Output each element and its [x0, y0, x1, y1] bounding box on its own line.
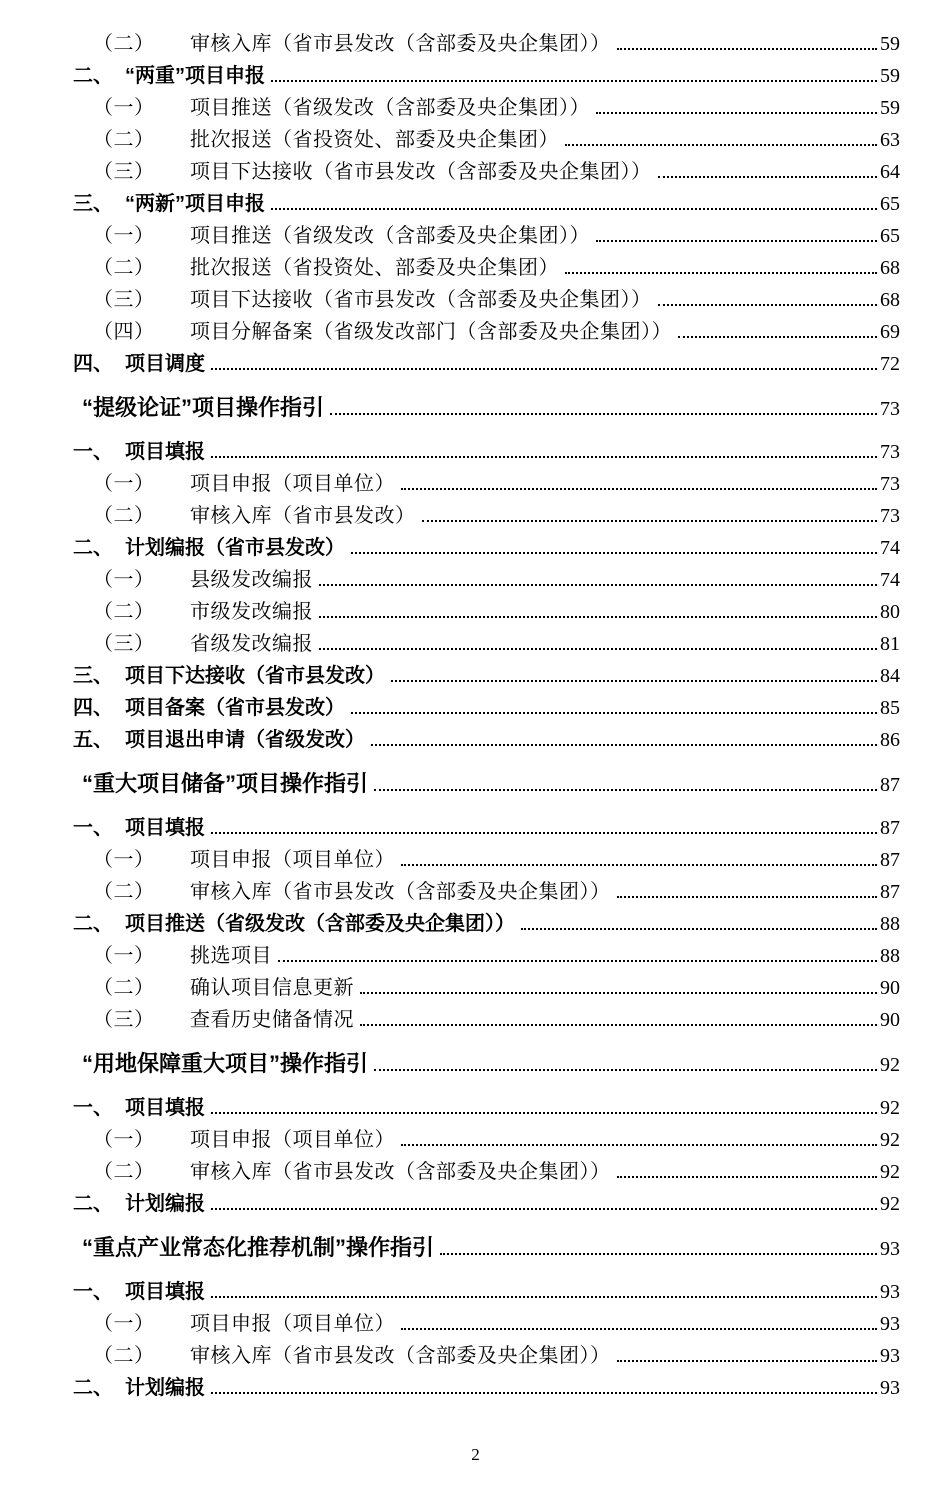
toc-entry[interactable]: [93, 27, 900, 59]
toc-entry-title: 项目推送（省级发改（含部委及央企集团））: [190, 97, 590, 119]
dot-leader: [617, 1175, 878, 1178]
toc-entry-number: （一）: [93, 1313, 155, 1335]
toc-entry-page: 86: [880, 729, 900, 751]
toc-entry-page: 74: [880, 569, 900, 591]
dot-leader: [211, 1207, 877, 1210]
toc-entry-number: （一）: [93, 569, 155, 591]
toc-entry[interactable]: [93, 499, 900, 531]
toc-entry-title: 项目填报: [125, 1097, 205, 1119]
toc-entry-number: （三）: [93, 161, 155, 183]
toc-entry-title: “两新”项目申报: [125, 193, 265, 215]
toc-entry-page: 59: [880, 65, 900, 87]
toc-entry-title: 审核入库（省市县发改（含部委及央企集团））: [190, 1345, 611, 1367]
toc-entry-page: 87: [880, 849, 900, 871]
dot-leader: [374, 788, 877, 791]
dot-leader: [617, 895, 878, 898]
toc-entry-number: 一、: [73, 1097, 113, 1119]
toc-entry-page: 93: [880, 1345, 900, 1367]
toc-entry-title: 项目下达接收（省市县发改（含部委及央企集团））: [190, 289, 652, 311]
toc-entry-title: 项目分解备案（省级发改部门（含部委及央企集团））: [190, 321, 672, 343]
dot-leader: [278, 959, 877, 962]
toc-entry[interactable]: [93, 939, 900, 971]
toc-entry-title: 项目申报（项目单位）: [190, 1313, 395, 1335]
toc-entry-number: （四）: [93, 321, 155, 343]
toc-entry-number: （一）: [93, 97, 155, 119]
toc-entry[interactable]: [73, 435, 900, 467]
dot-leader: [319, 583, 877, 586]
toc-entry-title: 县级发改编报: [190, 569, 313, 591]
dot-leader: [371, 743, 877, 746]
toc-entry-page: 73: [880, 473, 900, 495]
toc-entry-title: 项目填报: [125, 441, 205, 463]
toc-entry-page: 64: [880, 161, 900, 183]
toc-entry[interactable]: [93, 1003, 900, 1035]
dot-leader: [374, 1068, 877, 1071]
toc-entry[interactable]: [73, 347, 900, 379]
toc-entry-number: 二、: [73, 1377, 113, 1399]
toc-entry-title: 确认项目信息更新: [190, 977, 354, 999]
toc-entry[interactable]: [93, 251, 900, 283]
toc-entry[interactable]: [93, 1155, 900, 1187]
toc-entry-number: （二）: [93, 601, 155, 623]
dot-leader: [422, 519, 878, 522]
dot-leader: [360, 991, 877, 994]
dot-leader: [319, 647, 877, 650]
toc-entry[interactable]: [82, 1047, 900, 1079]
toc-entry-number: 三、: [73, 665, 113, 687]
dot-leader: [617, 1359, 878, 1362]
dot-leader: [617, 47, 878, 50]
dot-leader: [521, 927, 877, 930]
toc-entry-title: 市级发改编报: [190, 601, 313, 623]
toc-entry[interactable]: [73, 1091, 900, 1123]
toc-entry-number: （三）: [93, 289, 155, 311]
toc-entry-number: （一）: [93, 945, 155, 967]
toc-entry[interactable]: [73, 531, 900, 563]
toc-entry[interactable]: [93, 971, 900, 1003]
toc-entry-title: 项目推送（省级发改（含部委及央企集团））: [125, 913, 515, 935]
dot-leader: [211, 455, 877, 458]
toc-entry-number: （二）: [93, 977, 155, 999]
toc-entry-number: （三）: [93, 633, 155, 655]
toc-entry-page: 93: [880, 1238, 900, 1260]
toc-entry[interactable]: [93, 1339, 900, 1371]
dot-leader: [678, 335, 877, 338]
toc-entry-number: （一）: [93, 473, 155, 495]
toc-entry[interactable]: [82, 767, 900, 799]
toc-entry-title: 批次报送（省投资处、部委及央企集团）: [190, 129, 559, 151]
toc-entry-page: 92: [880, 1097, 900, 1119]
dot-leader: [211, 367, 877, 370]
toc-entry-number: 二、: [73, 537, 113, 559]
dot-leader: [271, 79, 877, 82]
toc-entry-title: 项目申报（项目单位）: [190, 473, 395, 495]
dot-leader: [596, 111, 877, 114]
toc-entry-number: 四、: [73, 697, 113, 719]
toc-entry-page: 92: [880, 1161, 900, 1183]
toc-entry[interactable]: [93, 315, 900, 347]
toc-entry[interactable]: [93, 563, 900, 595]
toc-entry[interactable]: [73, 59, 900, 91]
toc-entry-number: （二）: [93, 1161, 155, 1183]
toc-entry[interactable]: [93, 595, 900, 627]
toc-entry[interactable]: [93, 875, 900, 907]
dot-leader: [565, 271, 877, 274]
toc-entry-title: 项目填报: [125, 1281, 205, 1303]
toc-entry[interactable]: [73, 691, 900, 723]
toc-entry[interactable]: [93, 467, 900, 499]
toc-entry-page: 68: [880, 289, 900, 311]
toc-entry-number: 一、: [73, 441, 113, 463]
toc-entry-number: 二、: [73, 913, 113, 935]
toc-entry-number: 一、: [73, 817, 113, 839]
toc-entry[interactable]: [73, 907, 900, 939]
toc-entry[interactable]: [73, 811, 900, 843]
toc-entry-title: 批次报送（省投资处、部委及央企集团）: [190, 257, 559, 279]
toc-entry-page: 73: [880, 505, 900, 527]
toc-entry[interactable]: [73, 187, 900, 219]
dot-leader: [330, 412, 877, 415]
dot-leader: [319, 615, 877, 618]
toc-entry-page: 73: [880, 441, 900, 463]
toc-entry-number: （一）: [93, 849, 155, 871]
toc-entry-page: 87: [880, 774, 900, 796]
toc-entry-page: 93: [880, 1313, 900, 1335]
toc-entry-title: 项目备案（省市县发改）: [125, 697, 345, 719]
toc-entry[interactable]: [73, 723, 900, 755]
dot-leader: [351, 551, 877, 554]
toc-entry-page: 68: [880, 257, 900, 279]
dot-leader: [211, 1111, 877, 1114]
toc-entry-page: 90: [880, 977, 900, 999]
toc-entry-page: 88: [880, 945, 900, 967]
toc-entry-title: “重点产业常态化推荐机制”操作指引: [82, 1235, 435, 1260]
toc-entry[interactable]: [93, 91, 900, 123]
dot-leader: [596, 239, 877, 242]
toc-entry-page: 84: [880, 665, 900, 687]
dot-leader: [658, 175, 878, 178]
toc-entry-number: （二）: [93, 129, 155, 151]
toc-entry-title: 省级发改编报: [190, 633, 313, 655]
dot-leader: [360, 1023, 877, 1026]
dot-leader: [211, 1391, 877, 1394]
dot-leader: [401, 1327, 877, 1330]
toc-entry-title: 项目下达接收（省市县发改）: [125, 665, 385, 687]
dot-leader: [271, 207, 877, 210]
dot-leader: [565, 143, 877, 146]
toc-entry-number: 三、: [73, 193, 113, 215]
toc-entry-page: 74: [880, 537, 900, 559]
toc-entry-number: （二）: [93, 505, 155, 527]
toc-list: [0, 27, 951, 1403]
toc-entry-number: （三）: [93, 1009, 155, 1031]
toc-entry-title: 查看历史储备情况: [190, 1009, 354, 1031]
toc-entry-page: 87: [880, 881, 900, 903]
toc-entry-page: 88: [880, 913, 900, 935]
toc-entry[interactable]: [93, 843, 900, 875]
dot-leader: [391, 679, 877, 682]
toc-entry-number: 一、: [73, 1281, 113, 1303]
toc-entry-page: 93: [880, 1377, 900, 1399]
toc-entry-number: 二、: [73, 65, 113, 87]
toc-entry[interactable]: [82, 1231, 900, 1263]
toc-entry-title: “重大项目储备”项目操作指引: [82, 771, 369, 796]
toc-entry-title: 项目申报（项目单位）: [190, 1129, 395, 1151]
toc-entry-page: 90: [880, 1009, 900, 1031]
dot-leader: [351, 711, 877, 714]
toc-entry-title: 项目调度: [125, 353, 205, 375]
toc-entry[interactable]: [93, 283, 900, 315]
toc-entry[interactable]: [82, 391, 900, 423]
toc-entry-title: 审核入库（省市县发改）: [190, 505, 416, 527]
toc-entry-page: 92: [880, 1129, 900, 1151]
toc-entry[interactable]: [93, 219, 900, 251]
toc-entry-number: （二）: [93, 257, 155, 279]
toc-entry-page: 85: [880, 697, 900, 719]
toc-entry-title: 审核入库（省市县发改（含部委及央企集团））: [190, 33, 611, 55]
toc-entry[interactable]: [73, 1371, 900, 1403]
toc-entry-page: 92: [880, 1054, 900, 1076]
toc-entry-number: （二）: [93, 33, 155, 55]
toc-entry[interactable]: [93, 155, 900, 187]
toc-entry-title: 项目申报（项目单位）: [190, 849, 395, 871]
toc-entry-page: 80: [880, 601, 900, 623]
toc-entry-number: 五、: [73, 729, 113, 751]
toc-entry-title: “两重”项目申报: [125, 65, 265, 87]
toc-entry[interactable]: [73, 659, 900, 691]
toc-entry[interactable]: [93, 1123, 900, 1155]
dot-leader: [440, 1252, 877, 1255]
dot-leader: [401, 863, 877, 866]
toc-entry-title: 项目退出申请（省级发改）: [125, 729, 365, 751]
toc-entry-title: “用地保障重大项目”操作指引: [82, 1051, 369, 1076]
toc-entry-title: 项目下达接收（省市县发改（含部委及央企集团））: [190, 161, 652, 183]
toc-entry-page: 92: [880, 1193, 900, 1215]
toc-entry[interactable]: [93, 123, 900, 155]
dot-leader: [401, 487, 877, 490]
toc-entry[interactable]: [73, 1187, 900, 1219]
toc-entry-title: 审核入库（省市县发改（含部委及央企集团））: [190, 881, 611, 903]
toc-entry-page: 81: [880, 633, 900, 655]
toc-entry-page: 65: [880, 193, 900, 215]
toc-entry-page: 93: [880, 1281, 900, 1303]
toc-entry-page: 63: [880, 129, 900, 151]
toc-entry-number: 四、: [73, 353, 113, 375]
toc-entry-title: 计划编报: [125, 1377, 205, 1399]
dot-leader: [658, 303, 878, 306]
toc-entry-title: 计划编报（省市县发改）: [125, 537, 345, 559]
toc-entry-title: 项目推送（省级发改（含部委及央企集团））: [190, 225, 590, 247]
toc-entry-page: 73: [880, 398, 900, 420]
toc-entry[interactable]: [73, 1275, 900, 1307]
toc-entry[interactable]: [93, 627, 900, 659]
dot-leader: [211, 831, 877, 834]
toc-entry-page: 65: [880, 225, 900, 247]
toc-entry-page: 59: [880, 97, 900, 119]
page-footer-number: 2: [471, 1445, 480, 1464]
toc-entry-page: 69: [880, 321, 900, 343]
toc-entry-title: “提级论证”项目操作指引: [82, 395, 325, 420]
toc-entry-page: 59: [880, 33, 900, 55]
toc-entry-page: 87: [880, 817, 900, 839]
toc-entry-title: 项目填报: [125, 817, 205, 839]
toc-entry-number: （一）: [93, 1129, 155, 1151]
toc-entry-title: 计划编报: [125, 1193, 205, 1215]
dot-leader: [401, 1143, 877, 1146]
toc-entry-number: （一）: [93, 225, 155, 247]
toc-entry-number: （二）: [93, 1345, 155, 1367]
toc-entry-number: （二）: [93, 881, 155, 903]
toc-entry[interactable]: [93, 1307, 900, 1339]
toc-entry-title: 审核入库（省市县发改（含部委及央企集团））: [190, 1161, 611, 1183]
toc-entry-page: 72: [880, 353, 900, 375]
toc-entry-title: 挑选项目: [190, 945, 272, 967]
dot-leader: [211, 1295, 877, 1298]
toc-entry-number: 二、: [73, 1193, 113, 1215]
